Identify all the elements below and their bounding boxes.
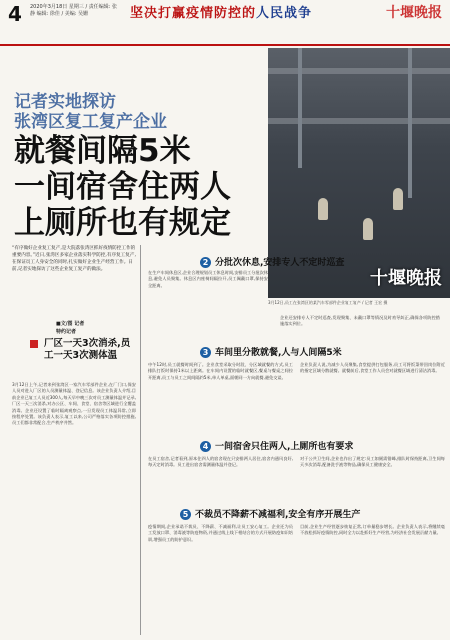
photo-worker xyxy=(318,198,328,220)
lead-paragraph: “有序做好企业复工复产,是大院落张湾区抓好疫情防控工作的重要内容。”近日,张湾区多家企业落实科学防控,有序复工复产,在保证员工人身安全的同时,扎实做好企业生产经营工作。日前,记者实地探访了这些企业复工复产的做法。 xyxy=(12,246,136,272)
section-5-heading xyxy=(180,507,360,520)
banner-prefix: 坚决 xyxy=(130,6,159,21)
section-4-body-b: 对于公共卫生间,企业也作出了规定:员工如厕需错峰,排队时保持距离,卫生间每天多次消毒,配备洗手液等物品,确保员工健康安全。 xyxy=(300,456,445,468)
column-banner xyxy=(130,2,312,21)
byline xyxy=(56,320,136,336)
page-info: 2020年3月18日 星期三 / 责任编辑: 张静 编辑: 徐佳 / 美编: 吴姗 xyxy=(30,4,117,17)
section-4-title: 一间宿舍只住两人,上厕所也有要求 xyxy=(215,442,354,452)
section-number: 3 xyxy=(200,347,211,358)
photo-pipe xyxy=(298,48,302,168)
photo-beam xyxy=(268,118,450,124)
section-number: 2 xyxy=(200,257,211,268)
section-1-body: 3月12日上午,记者来到张湾区一家汽车零部件企业,在厂门口,保安人员对进入厂区的人员测量体温、登记信息。该企业负责人介绍,目前企业已复工人员近300人,每天早中晚三次对员工测量体温并记录,厂区一天三次消杀,对办公区、车间、食堂、宿舍等区域进行全覆盖消毒。企业还设置了临时隔离观察点,一旦发现员工体温异常,立即按程序处置。该负责人表示,复工以来,公司严格落实各项防控措施,员工们都非常配合,生产秩序井然。 xyxy=(12,382,136,426)
section-3-body-b: 企业负责人说,为减少人员聚集,食堂提供打包服务,员工可将饭菜带回岗位附近的指定区域分散就餐。就餐前后,食堂工作人员会对就餐区域进行清洁消毒。 xyxy=(300,362,445,374)
section-5-body-b: 目前,企业生产经营逐步恢复正常,订单量稳步增长。企业负责人表示,将继续毫不放松抓好疫情防控,同时全力以赴抓好生产经营,为经济社会发展贡献力量。 xyxy=(300,524,445,536)
page-header xyxy=(0,0,450,46)
photo-caption: 3月12日,员工在张湾区的某汽车零部件企业复工复产 / 记者 王宏 摄 xyxy=(268,300,388,305)
headline-line: 就餐间隔5米 xyxy=(14,133,191,169)
photo-pipe xyxy=(408,48,412,198)
section-2-heading xyxy=(200,255,344,268)
banner-highlight: 打赢 xyxy=(158,6,187,21)
section-1-title xyxy=(44,338,134,362)
section-number: 4 xyxy=(200,441,211,452)
kicker-line: 张湾区复工复产企业 xyxy=(14,112,167,132)
photo-worker xyxy=(363,218,373,240)
photo-worker xyxy=(393,188,403,210)
headline-kicker xyxy=(14,92,264,132)
section-marker xyxy=(30,340,38,348)
section-5-body-a: 疫情期间,企业承诺不裁员、不降薪、不减福利,让员工安心复工。企业还为员工发放口罩、消毒液等防疫物资,并通过线上线下相结合的方式开展防疫知识培训,增强员工的防护意识。 xyxy=(148,524,293,542)
section-3-body-a: 中午12时,员工就餐时间到了。企业食堂采取分时段、分区域就餐的方式,员工排队打饭时保持1米以上距离。在车间内设置的临时就餐区,餐桌与餐桌之间拉开距离,员工与员工之间间隔约5米,单人单桌,面朝同一方向就餐,避免交谈。 xyxy=(148,362,293,380)
section-3-title: 车间里分散就餐,人与人间隔5米 xyxy=(215,348,342,358)
section-1-title-text: 厂区一天3次消杀,员工一天3次测体温 xyxy=(44,338,131,361)
column-divider xyxy=(140,245,141,635)
section-2-title: 分批次休息,安排专人不定时巡查 xyxy=(215,258,345,268)
headline-line: 一间宿舍住两人 xyxy=(14,169,231,205)
banner-middle: 疫情防控的 xyxy=(186,6,257,21)
byline-line: 特约记者 xyxy=(56,329,77,335)
byline-line: ■文/图 记者 xyxy=(56,321,85,327)
kicker-line: 记者实地探访 xyxy=(14,92,116,112)
headline-line: 上厕所也有规定 xyxy=(14,205,231,241)
main-headline xyxy=(14,133,274,241)
page-number: 4 xyxy=(8,2,22,26)
section-2-body-b: 企业还安排专人不定时巡查,发现聚集、未戴口罩等情况及时劝导纠正,确保各项防控措施落实到位。 xyxy=(280,315,440,327)
photo-beam xyxy=(268,68,450,74)
section-5-title: 不裁员不降薪不减福利,安全有序开展生产 xyxy=(195,510,361,520)
section-number: 5 xyxy=(180,509,191,520)
banner-blue: 人民战争 xyxy=(256,6,313,21)
section-3-heading xyxy=(200,345,342,358)
section-4-heading xyxy=(200,439,353,452)
section-2-body-a: 在生产车间休息区,企业合理规划员工休息时间,安排员工分批次休息,避免人员聚集。休息区内座椅间隔拉开,员工佩戴口罩,保持安全距离。 xyxy=(148,270,268,288)
photo-watermark: 十堰晚报 xyxy=(370,268,442,289)
header-rule xyxy=(0,44,450,46)
newspaper-masthead: 十堰晚报 xyxy=(386,5,442,21)
section-4-body-a: 在员工宿舍,记者看到,原本住四人的宿舍现在只安排两人居住,宿舍内通风良好,每天定时消毒。员工进出宿舍需测量体温并登记。 xyxy=(148,456,293,468)
